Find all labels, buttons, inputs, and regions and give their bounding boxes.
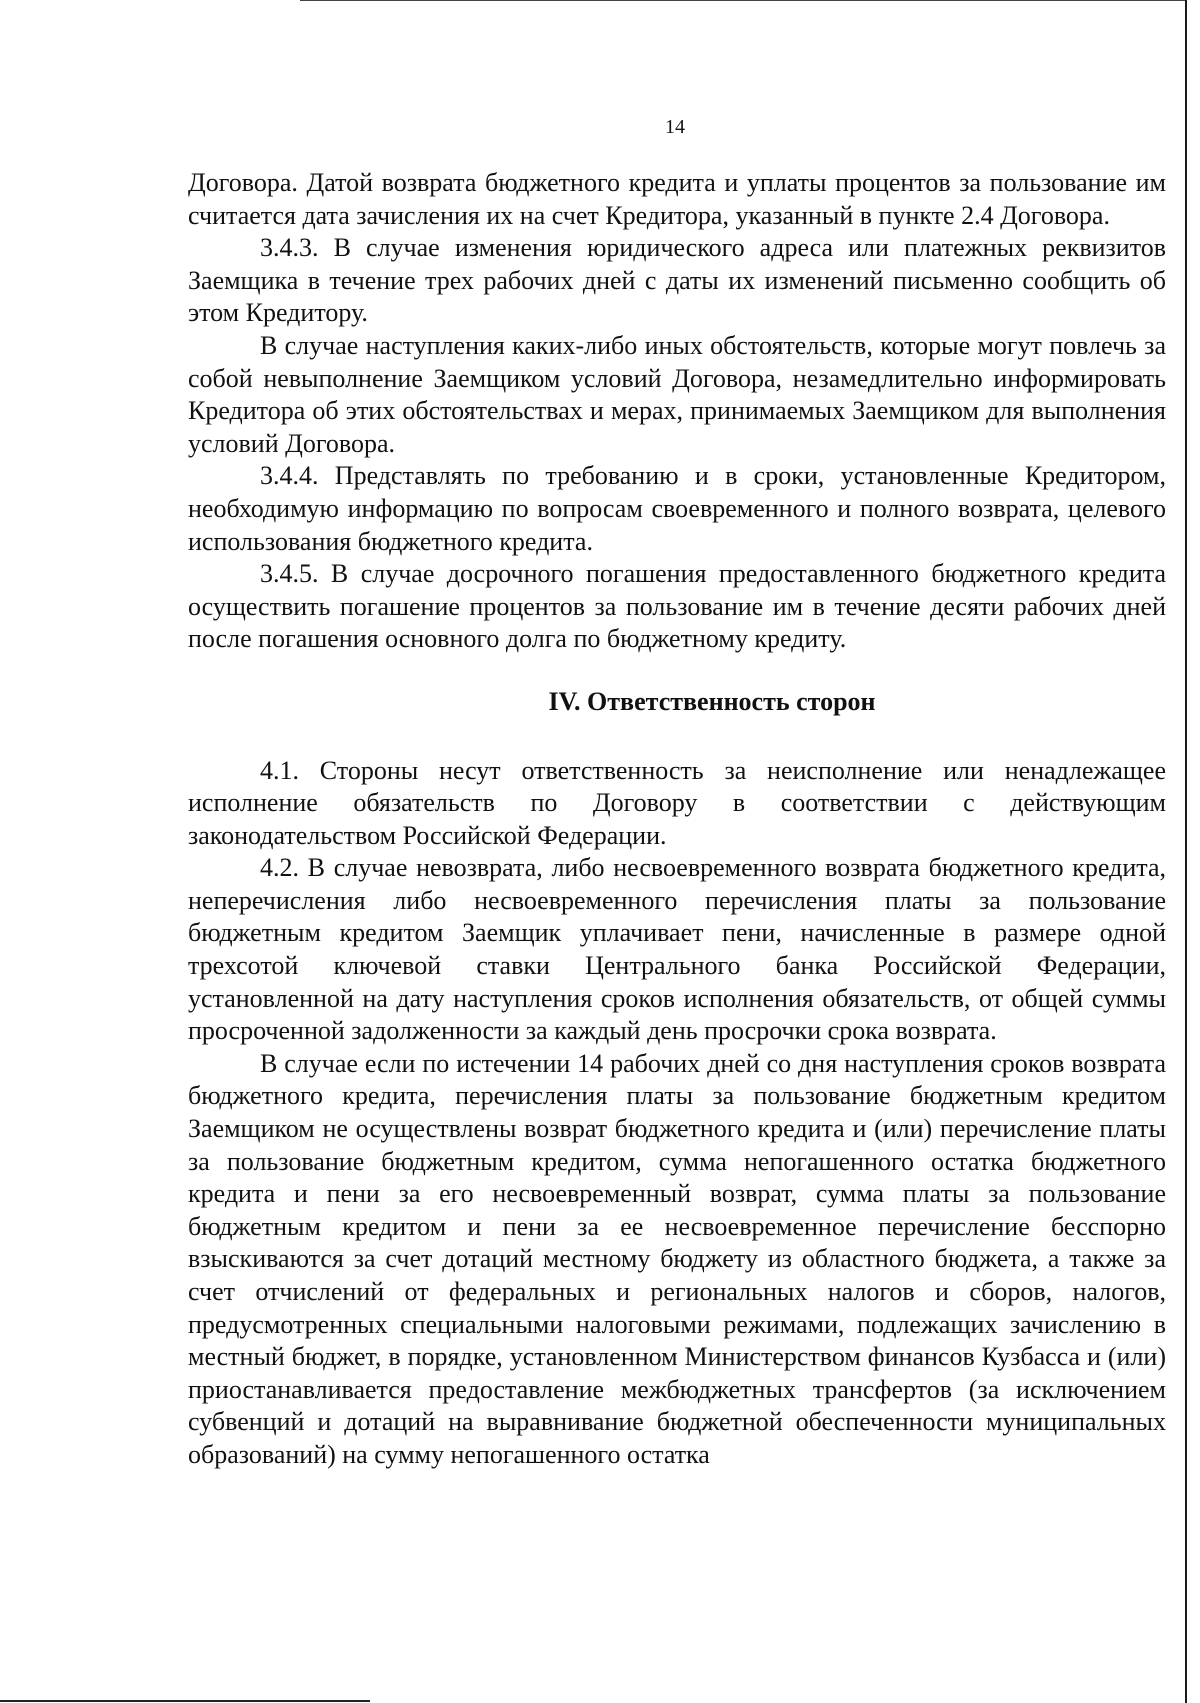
paragraph-other-circumstances: В случае наступления каких-либо иных обстоятельств, которые могут повлечь за собой невыполнение Заемщиком условий Договора, незамедлительно информировать Кредитора об этих обстоятельствах и мерах, принимаемых Заемщиком для выполнения условий Договора. xyxy=(188,330,1166,458)
paragraph-3-4-3: 3.4.3. В случае изменения юридического адреса или платежных реквизитов Заемщика в течение трех рабочих дней с даты их изменений письменно сообщить об этом Кредитору. xyxy=(188,233,1166,328)
paragraph-4-1: 4.1. Стороны несут ответственность за неисполнение или ненадлежащее исполнение обязательств по Договору в соответствии с действующим законодательством Российской Федерации. xyxy=(188,755,1166,850)
page-number: 14 xyxy=(665,116,685,138)
paragraph-3-4-4: 3.4.4. Представлять по требованию и в сроки, установленные Кредитором, необходимую информацию по вопросам своевременного и полного возврата, целевого использования бюджетного кредита. xyxy=(188,461,1166,556)
scan-edge-bottom xyxy=(0,1700,370,1702)
paragraph-4-2: 4.2. В случае невозврата, либо несвоевременного возврата бюджетного кредита, неперечисления либо несвоевременного перечисления платы за пользование бюджетным кредитом Заемщик уплачивает пени, начисленные в размере одной трехсотой ключевой ставки Центрального банка Российской Федерации, установленной на дату наступления сроков исполнения обязательств, от общей суммы просроченной задолженности за каждый день просрочки срока возврата. xyxy=(188,853,1166,1046)
scan-edge-top xyxy=(300,0,1185,1)
scan-edge-right xyxy=(1185,0,1187,1703)
paragraph-non-return-14-days: В случае если по истечении 14 рабочих дней со дня наступления сроков возврата бюджетного кредита, перечисления платы за пользование бюджетным кредитом Заемщиком не осуществлены возврат бюджетного кредита и (или) перечисление платы за пользование бюджетным кредитом, сумма непогашенного остатка бюджетного кредита и пени за его несвоевременный возврат, сумма платы за пользование бюджетным кредитом и пени за ее несвоевременное перечисление бесспорно взыскиваются за счет дотаций местному бюджету из областного бюджета, а также за счет отчислений от федеральных и региональных налогов и сборов, налогов, предусмотренных специальными налоговыми режимами, подлежащих зачислению в местный бюджет, в порядке, установленном Министерством финансов Кузбасса и (или) приостанавливается предоставление межбюджетных трансфертов (за исключением субвенций и дотаций на выравнивание бюджетной обеспеченности муниципальных образований) на сумму непогашенного остатка xyxy=(188,1048,1166,1469)
document-body xyxy=(188,167,1166,1472)
paragraph-3-4-5: 3.4.5. В случае досрочного погашения предоставленного бюджетного кредита осуществить погашение процентов за пользование им в течение десяти рабочих дней после погашения основного долга по бюджетному кредиту. xyxy=(188,559,1166,654)
paragraph-continuation: Договора. Датой возврата бюджетного кредита и уплаты процентов за пользование им считается дата зачисления их на счет Кредитора, указанный в пункте 2.4 Договора. xyxy=(188,168,1166,230)
section-heading: IV. Ответственность сторон xyxy=(548,686,876,716)
